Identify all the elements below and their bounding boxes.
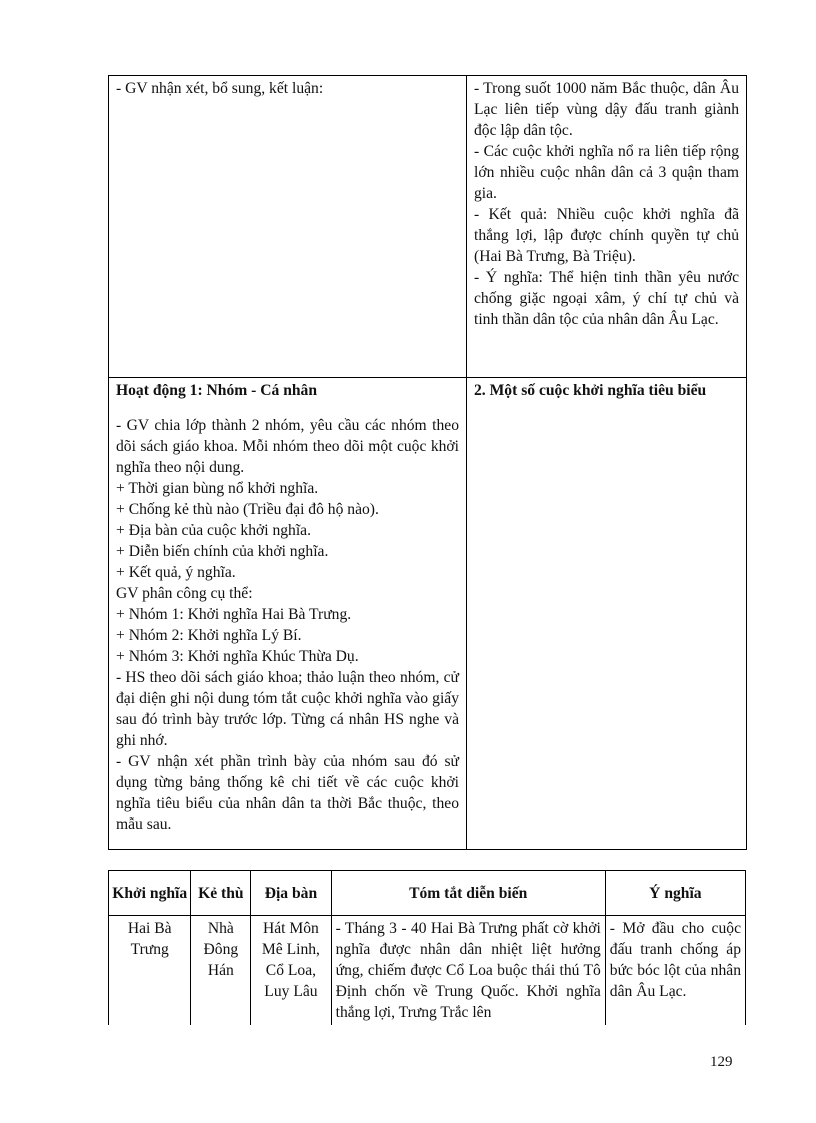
content-point: - Ý nghĩa: Thể hiện tinh thần yêu nước chống giặc ngoại xâm, ý chí tự chủ và tinh thần dân tộc của nhân dân Âu Lạc.: [474, 269, 739, 328]
content-point: - Trong suốt 1000 năm Bắc thuộc, dân Âu Lạc liên tiếp vùng dậy đấu tranh giành độc lập dân tộc.: [474, 80, 739, 139]
teacher-comment: - GV nhận xét, bổ sung, kết luận:: [116, 80, 324, 97]
header-summary: Tóm tắt diễn biến: [331, 871, 605, 916]
cell-enemy: Nhà Đông Hán: [191, 916, 251, 1026]
cell-location: Hát Môn Mê Linh, Cổ Loa, Luy Lâu: [251, 916, 331, 1026]
teacher-activity-cell: [109, 76, 467, 378]
page-number: 129: [710, 1054, 733, 1070]
activity-line: - HS theo dõi sách giáo khoa; thảo luận theo nhóm, cử đại diện ghi nội dung tóm tắt cuộc khởi nghĩa vào giấy sau đó trình bày trước lớp. Từng cá nhân HS nghe và ghi nhớ.: [116, 669, 459, 749]
activity-line: + Diễn biến chính của khởi nghĩa.: [116, 543, 329, 560]
teacher-activity-cell: [109, 378, 467, 850]
header-enemy: Kẻ thù: [191, 871, 251, 916]
activity-line: + Nhóm 3: Khởi nghĩa Khúc Thừa Dụ.: [116, 648, 359, 665]
header-meaning: Ý nghĩa: [605, 871, 745, 916]
activity-line: + Kết quả, ý nghĩa.: [116, 564, 236, 581]
cell-summary: - Tháng 3 - 40 Hai Bà Trưng phất cờ khởi nghĩa được nhân dân nhiệt liệt hưởng ứng, chiếm được Cổ Loa buộc thái thú Tô Định chốn về Trung Quốc. Khởi nghĩa thắng lợi, Trưng Trắc lên: [331, 916, 605, 1026]
cell-uprising: Hai Bà Trưng: [109, 916, 191, 1026]
content-point: - Kết quả: Nhiều cuộc khởi nghĩa đã thắng lợi, lập được chính quyền tự chủ (Hai Bà Trưng, Bà Triệu).: [474, 206, 739, 265]
activity-line: + Nhóm 1: Khởi nghĩa Hai Bà Trưng.: [116, 606, 352, 623]
activity-heading: Hoạt động 1: Nhóm - Cá nhân: [116, 382, 318, 399]
activity-line: - GV chia lớp thành 2 nhóm, yêu cầu các nhóm theo dõi sách giáo khoa. Mỗi nhóm theo dõi một cuộc khởi nghĩa theo nội dung.: [116, 417, 459, 476]
activity-line: GV phân công cụ thể:: [116, 585, 253, 602]
header-uprising: Khởi nghĩa: [109, 871, 191, 916]
section-heading: 2. Một số cuộc khởi nghĩa tiêu biểu: [474, 382, 707, 399]
table-row: [109, 916, 746, 1026]
activity-line: - GV nhận xét phần trình bày của nhóm sau đó sử dụng từng bảng thống kê chi tiết về các cuộc khởi nghĩa tiêu biểu của nhân dân ta thời Bắc thuộc, theo mẫu sau.: [116, 753, 459, 833]
table-row: [109, 76, 747, 378]
activity-line: + Thời gian bùng nổ khởi nghĩa.: [116, 480, 319, 497]
uprisings-table: [108, 870, 746, 1025]
header-location: Địa bàn: [251, 871, 331, 916]
table-row: [109, 378, 747, 850]
activity-line: + Chống kẻ thù nào (Triều đại đô hộ nào).: [116, 501, 379, 518]
activity-line: + Địa bàn của cuộc khởi nghĩa.: [116, 522, 312, 539]
activity-line: + Nhóm 2: Khởi nghĩa Lý Bí.: [116, 627, 302, 644]
content-point: - Các cuộc khởi nghĩa nổ ra liên tiếp rộng lớn nhiều cuộc nhân dân cả 3 quận tham gia.: [474, 143, 739, 202]
content-cell: [467, 378, 747, 850]
cell-meaning: - Mở đầu cho cuộc đấu tranh chống áp bức bóc lột của nhân dân Âu Lạc.: [605, 916, 745, 1026]
table-header-row: [109, 871, 746, 916]
content-cell: [467, 76, 747, 378]
lesson-table: [108, 75, 747, 850]
